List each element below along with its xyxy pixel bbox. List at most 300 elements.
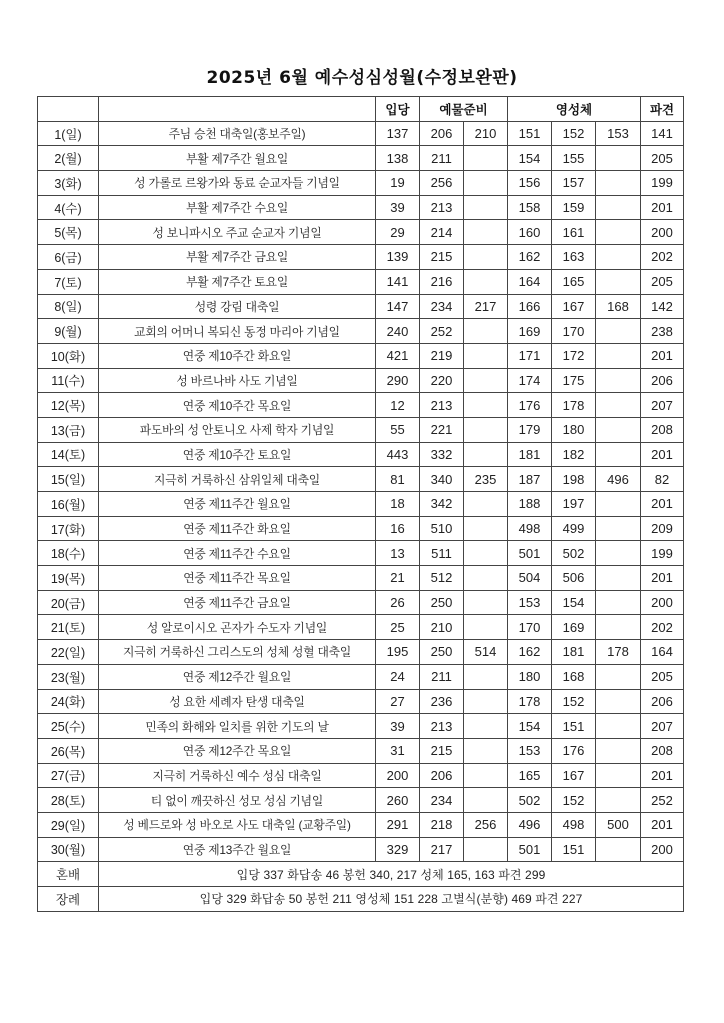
communion-cell-2: 165 [552, 269, 596, 294]
communion-cell-3 [596, 245, 641, 270]
offertory-cell-2 [464, 220, 508, 245]
communion-cell-3 [596, 171, 641, 196]
entrance-cell: 195 [376, 640, 420, 665]
communion-cell-2: 175 [552, 368, 596, 393]
dismissal-cell: 141 [641, 121, 684, 146]
entrance-cell: 18 [376, 492, 420, 517]
entrance-cell: 141 [376, 269, 420, 294]
entrance-cell: 21 [376, 566, 420, 591]
dismissal-cell: 238 [641, 319, 684, 344]
dismissal-cell: 205 [641, 664, 684, 689]
offertory-cell-1: 332 [420, 442, 464, 467]
communion-cell-1: 154 [508, 146, 552, 171]
table-row [38, 763, 684, 788]
communion-cell-3 [596, 393, 641, 418]
communion-cell-2: 152 [552, 689, 596, 714]
communion-cell-1: 153 [508, 590, 552, 615]
dismissal-cell: 252 [641, 788, 684, 813]
dismissal-cell: 207 [641, 393, 684, 418]
communion-cell-1: 187 [508, 467, 552, 492]
entrance-cell: 147 [376, 294, 420, 319]
table-row [38, 146, 684, 171]
feast-cell: 연중 제10주간 토요일 [99, 442, 376, 467]
communion-cell-2: 502 [552, 541, 596, 566]
feast-cell: 연중 제11주간 월요일 [99, 492, 376, 517]
feast-cell: 연중 제11주간 화요일 [99, 516, 376, 541]
communion-cell-3 [596, 664, 641, 689]
offertory-cell-1: 217 [420, 837, 464, 862]
offertory-cell-2 [464, 171, 508, 196]
communion-cell-3 [596, 146, 641, 171]
entrance-cell: 139 [376, 245, 420, 270]
offertory-cell-1: 216 [420, 269, 464, 294]
communion-cell-1: 166 [508, 294, 552, 319]
offertory-cell-1: 210 [420, 615, 464, 640]
offertory-cell-1: 256 [420, 171, 464, 196]
date-cell: 28(토) [38, 788, 99, 813]
table-row [38, 615, 684, 640]
feast-cell: 부활 제7주간 토요일 [99, 269, 376, 294]
table-row [38, 467, 684, 492]
offertory-cell-2 [464, 516, 508, 541]
communion-cell-1: 170 [508, 615, 552, 640]
table-row [38, 393, 684, 418]
date-cell: 30(월) [38, 837, 99, 862]
offertory-cell-2: 235 [464, 467, 508, 492]
header-entrance: 입당 [376, 97, 420, 122]
entrance-cell: 24 [376, 664, 420, 689]
communion-cell-3 [596, 417, 641, 442]
offertory-cell-1: 211 [420, 146, 464, 171]
date-cell: 9(월) [38, 319, 99, 344]
communion-cell-3: 168 [596, 294, 641, 319]
communion-cell-2: 176 [552, 738, 596, 763]
feast-cell: 연중 제13주간 월요일 [99, 837, 376, 862]
communion-cell-2: 167 [552, 294, 596, 319]
communion-cell-2: 161 [552, 220, 596, 245]
table-row [38, 837, 684, 862]
offertory-cell-1: 510 [420, 516, 464, 541]
communion-cell-1: 160 [508, 220, 552, 245]
communion-cell-2: 152 [552, 121, 596, 146]
offertory-cell-2 [464, 615, 508, 640]
dismissal-cell: 208 [641, 738, 684, 763]
dismissal-cell: 200 [641, 590, 684, 615]
dismissal-cell: 205 [641, 269, 684, 294]
communion-cell-1: 498 [508, 516, 552, 541]
entrance-cell: 421 [376, 343, 420, 368]
offertory-cell-2 [464, 714, 508, 739]
entrance-cell: 240 [376, 319, 420, 344]
feast-cell: 성 가롤로 르왕가와 동료 순교자들 기념일 [99, 171, 376, 196]
offertory-cell-2 [464, 245, 508, 270]
communion-cell-3: 496 [596, 467, 641, 492]
communion-cell-2: 168 [552, 664, 596, 689]
dismissal-cell: 205 [641, 146, 684, 171]
entrance-cell: 137 [376, 121, 420, 146]
communion-cell-1: 169 [508, 319, 552, 344]
offertory-cell-1: 206 [420, 763, 464, 788]
feast-cell: 연중 제11주간 금요일 [99, 590, 376, 615]
communion-cell-2: 180 [552, 417, 596, 442]
feast-cell: 성 알로이시오 곤자가 수도자 기념일 [99, 615, 376, 640]
offertory-cell-1: 221 [420, 417, 464, 442]
feast-cell: 부활 제7주간 월요일 [99, 146, 376, 171]
date-cell: 22(일) [38, 640, 99, 665]
communion-cell-2: 167 [552, 763, 596, 788]
communion-cell-3 [596, 442, 641, 467]
offertory-cell-1: 250 [420, 590, 464, 615]
entrance-cell: 290 [376, 368, 420, 393]
communion-cell-3 [596, 837, 641, 862]
entrance-cell: 329 [376, 837, 420, 862]
offertory-cell-1: 213 [420, 714, 464, 739]
date-cell: 3(화) [38, 171, 99, 196]
entrance-cell: 16 [376, 516, 420, 541]
offertory-cell-1: 220 [420, 368, 464, 393]
offertory-cell-1: 340 [420, 467, 464, 492]
communion-cell-3 [596, 220, 641, 245]
offertory-cell-2: 210 [464, 121, 508, 146]
communion-cell-1: 181 [508, 442, 552, 467]
communion-cell-3 [596, 195, 641, 220]
communion-cell-1: 501 [508, 837, 552, 862]
offertory-cell-1: 215 [420, 245, 464, 270]
dismissal-cell: 142 [641, 294, 684, 319]
entrance-cell: 200 [376, 763, 420, 788]
table-row [38, 195, 684, 220]
offertory-cell-2: 217 [464, 294, 508, 319]
date-cell: 16(월) [38, 492, 99, 517]
offertory-cell-2 [464, 837, 508, 862]
date-cell: 29(일) [38, 812, 99, 837]
header-offertory: 예물준비 [420, 97, 508, 122]
communion-cell-1: 162 [508, 245, 552, 270]
feast-cell: 성 요한 세례자 탄생 대축일 [99, 689, 376, 714]
offertory-cell-1: 250 [420, 640, 464, 665]
table-row [38, 417, 684, 442]
feast-cell: 티 없이 깨끗하신 성모 성심 기념일 [99, 788, 376, 813]
communion-cell-2: 152 [552, 788, 596, 813]
entrance-cell: 26 [376, 590, 420, 615]
table-row [38, 590, 684, 615]
feast-cell: 부활 제7주간 수요일 [99, 195, 376, 220]
date-cell: 27(금) [38, 763, 99, 788]
dismissal-cell: 201 [641, 566, 684, 591]
dismissal-cell: 202 [641, 245, 684, 270]
table-row [38, 689, 684, 714]
footer-row [38, 887, 684, 912]
header-communion: 영성체 [508, 97, 641, 122]
communion-cell-3 [596, 566, 641, 591]
communion-cell-3 [596, 738, 641, 763]
communion-cell-2: 498 [552, 812, 596, 837]
date-cell: 19(목) [38, 566, 99, 591]
offertory-cell-2 [464, 368, 508, 393]
communion-cell-3: 153 [596, 121, 641, 146]
communion-cell-2: 499 [552, 516, 596, 541]
communion-cell-2: 170 [552, 319, 596, 344]
table-row [38, 294, 684, 319]
date-cell: 26(목) [38, 738, 99, 763]
feast-cell: 지극히 거룩하신 삼위일체 대축일 [99, 467, 376, 492]
communion-cell-3: 178 [596, 640, 641, 665]
dismissal-cell: 201 [641, 812, 684, 837]
communion-cell-3 [596, 615, 641, 640]
date-cell: 4(수) [38, 195, 99, 220]
feast-cell: 연중 제10주간 화요일 [99, 343, 376, 368]
offertory-cell-2 [464, 689, 508, 714]
date-cell: 7(토) [38, 269, 99, 294]
offertory-cell-1: 213 [420, 393, 464, 418]
communion-cell-3 [596, 269, 641, 294]
table-row [38, 640, 684, 665]
entrance-cell: 39 [376, 195, 420, 220]
offertory-cell-2 [464, 417, 508, 442]
dismissal-cell: 201 [641, 442, 684, 467]
footer-label: 혼배 [38, 862, 99, 887]
feast-cell: 성 바르나바 사도 기념일 [99, 368, 376, 393]
table-row [38, 121, 684, 146]
table-row [38, 171, 684, 196]
dismissal-cell: 199 [641, 541, 684, 566]
date-cell: 6(금) [38, 245, 99, 270]
feast-cell: 부활 제7주간 금요일 [99, 245, 376, 270]
table-row [38, 442, 684, 467]
offertory-cell-1: 219 [420, 343, 464, 368]
communion-cell-3 [596, 343, 641, 368]
page-title: 2025년 6월 예수성심성월(수정보완판) [206, 68, 518, 88]
table-row [38, 516, 684, 541]
dismissal-cell: 164 [641, 640, 684, 665]
communion-cell-1: 174 [508, 368, 552, 393]
communion-cell-2: 172 [552, 343, 596, 368]
communion-cell-3: 500 [596, 812, 641, 837]
communion-cell-2: 151 [552, 837, 596, 862]
feast-cell: 연중 제12주간 목요일 [99, 738, 376, 763]
table-row [38, 492, 684, 517]
feast-cell: 성령 강림 대축일 [99, 294, 376, 319]
offertory-cell-2 [464, 146, 508, 171]
date-cell: 17(화) [38, 516, 99, 541]
dismissal-cell: 206 [641, 368, 684, 393]
table-row [38, 343, 684, 368]
offertory-cell-1: 252 [420, 319, 464, 344]
table-row [38, 812, 684, 837]
dismissal-cell: 207 [641, 714, 684, 739]
communion-cell-1: 158 [508, 195, 552, 220]
table-row [38, 368, 684, 393]
date-cell: 25(수) [38, 714, 99, 739]
feast-cell: 연중 제10주간 목요일 [99, 393, 376, 418]
offertory-cell-1: 213 [420, 195, 464, 220]
offertory-cell-2: 514 [464, 640, 508, 665]
date-cell: 5(목) [38, 220, 99, 245]
feast-cell: 주님 승천 대축일(홍보주일) [99, 121, 376, 146]
entrance-cell: 81 [376, 467, 420, 492]
communion-cell-3 [596, 590, 641, 615]
dismissal-cell: 200 [641, 837, 684, 862]
table-row [38, 664, 684, 689]
communion-cell-1: 180 [508, 664, 552, 689]
date-cell: 24(화) [38, 689, 99, 714]
date-cell: 23(월) [38, 664, 99, 689]
communion-cell-1: 176 [508, 393, 552, 418]
dismissal-cell: 206 [641, 689, 684, 714]
entrance-cell: 27 [376, 689, 420, 714]
dismissal-cell: 202 [641, 615, 684, 640]
communion-cell-3 [596, 492, 641, 517]
table-row [38, 220, 684, 245]
table-row [38, 245, 684, 270]
entrance-cell: 29 [376, 220, 420, 245]
offertory-cell-2 [464, 664, 508, 689]
entrance-cell: 291 [376, 812, 420, 837]
offertory-cell-2 [464, 492, 508, 517]
communion-cell-2: 197 [552, 492, 596, 517]
communion-cell-2: 154 [552, 590, 596, 615]
date-cell: 14(토) [38, 442, 99, 467]
feast-cell: 연중 제11주간 수요일 [99, 541, 376, 566]
dismissal-cell: 201 [641, 763, 684, 788]
offertory-cell-2 [464, 319, 508, 344]
offertory-cell-2 [464, 590, 508, 615]
feast-cell: 연중 제11주간 목요일 [99, 566, 376, 591]
offertory-cell-1: 236 [420, 689, 464, 714]
date-cell: 8(일) [38, 294, 99, 319]
offertory-cell-2 [464, 393, 508, 418]
date-cell: 1(일) [38, 121, 99, 146]
entrance-cell: 260 [376, 788, 420, 813]
communion-cell-2: 155 [552, 146, 596, 171]
header-row [38, 97, 684, 122]
entrance-cell: 138 [376, 146, 420, 171]
communion-cell-3 [596, 763, 641, 788]
offertory-cell-1: 234 [420, 294, 464, 319]
feast-cell: 파도바의 성 안토니오 사제 학자 기념일 [99, 417, 376, 442]
communion-cell-2: 198 [552, 467, 596, 492]
hymn-schedule-table [37, 96, 684, 912]
date-cell: 12(목) [38, 393, 99, 418]
communion-cell-1: 154 [508, 714, 552, 739]
communion-cell-2: 169 [552, 615, 596, 640]
communion-cell-3 [596, 788, 641, 813]
header-date [38, 97, 99, 122]
offertory-cell-1: 206 [420, 121, 464, 146]
offertory-cell-2 [464, 566, 508, 591]
offertory-cell-1: 218 [420, 812, 464, 837]
offertory-cell-1: 342 [420, 492, 464, 517]
communion-cell-1: 153 [508, 738, 552, 763]
date-cell: 21(토) [38, 615, 99, 640]
feast-cell: 지극히 거룩하신 예수 성심 대축일 [99, 763, 376, 788]
entrance-cell: 443 [376, 442, 420, 467]
dismissal-cell: 208 [641, 417, 684, 442]
offertory-cell-2 [464, 763, 508, 788]
communion-cell-3 [596, 541, 641, 566]
offertory-cell-1: 211 [420, 664, 464, 689]
table-row [38, 788, 684, 813]
date-cell: 11(수) [38, 368, 99, 393]
communion-cell-1: 151 [508, 121, 552, 146]
footer-row [38, 862, 684, 887]
feast-cell: 성 보니파시오 주교 순교자 기념일 [99, 220, 376, 245]
date-cell: 18(수) [38, 541, 99, 566]
communion-cell-2: 182 [552, 442, 596, 467]
offertory-cell-2 [464, 269, 508, 294]
table-row [38, 738, 684, 763]
communion-cell-3 [596, 714, 641, 739]
communion-cell-1: 171 [508, 343, 552, 368]
dismissal-cell: 201 [641, 343, 684, 368]
dismissal-cell: 200 [641, 220, 684, 245]
date-cell: 15(일) [38, 467, 99, 492]
communion-cell-1: 164 [508, 269, 552, 294]
date-cell: 2(월) [38, 146, 99, 171]
feast-cell: 연중 제12주간 월요일 [99, 664, 376, 689]
entrance-cell: 55 [376, 417, 420, 442]
communion-cell-3 [596, 516, 641, 541]
communion-cell-2: 157 [552, 171, 596, 196]
header-feast [99, 97, 376, 122]
entrance-cell: 39 [376, 714, 420, 739]
communion-cell-1: 188 [508, 492, 552, 517]
offertory-cell-2 [464, 442, 508, 467]
offertory-cell-1: 215 [420, 738, 464, 763]
dismissal-cell: 201 [641, 492, 684, 517]
feast-cell: 성 베드로와 성 바오로 사도 대축일 (교황주일) [99, 812, 376, 837]
communion-cell-1: 178 [508, 689, 552, 714]
date-cell: 20(금) [38, 590, 99, 615]
header-dismissal: 파견 [641, 97, 684, 122]
dismissal-cell: 82 [641, 467, 684, 492]
feast-cell: 교회의 어머니 복되신 동정 마리아 기념일 [99, 319, 376, 344]
offertory-cell-2: 256 [464, 812, 508, 837]
footer-label: 장례 [38, 887, 99, 912]
communion-cell-3 [596, 319, 641, 344]
entrance-cell: 19 [376, 171, 420, 196]
offertory-cell-2 [464, 788, 508, 813]
offertory-cell-1: 234 [420, 788, 464, 813]
communion-cell-1: 502 [508, 788, 552, 813]
table-row [38, 714, 684, 739]
dismissal-cell: 201 [641, 195, 684, 220]
feast-cell: 민족의 화해와 일치를 위한 기도의 날 [99, 714, 376, 739]
communion-cell-1: 496 [508, 812, 552, 837]
communion-cell-1: 162 [508, 640, 552, 665]
communion-cell-1: 501 [508, 541, 552, 566]
offertory-cell-2 [464, 541, 508, 566]
communion-cell-1: 165 [508, 763, 552, 788]
offertory-cell-2 [464, 738, 508, 763]
offertory-cell-1: 511 [420, 541, 464, 566]
communion-cell-3 [596, 689, 641, 714]
offertory-cell-1: 512 [420, 566, 464, 591]
communion-cell-2: 181 [552, 640, 596, 665]
communion-cell-2: 159 [552, 195, 596, 220]
communion-cell-2: 151 [552, 714, 596, 739]
table-row [38, 566, 684, 591]
communion-cell-1: 179 [508, 417, 552, 442]
dismissal-cell: 199 [641, 171, 684, 196]
feast-cell: 지극히 거룩하신 그리스도의 성체 성혈 대축일 [99, 640, 376, 665]
communion-cell-2: 506 [552, 566, 596, 591]
table-row [38, 269, 684, 294]
offertory-cell-2 [464, 343, 508, 368]
table-row [38, 541, 684, 566]
footer-text: 입당 337 화답송 46 봉헌 340, 217 성체 165, 163 파견 299 [99, 862, 684, 887]
communion-cell-1: 156 [508, 171, 552, 196]
